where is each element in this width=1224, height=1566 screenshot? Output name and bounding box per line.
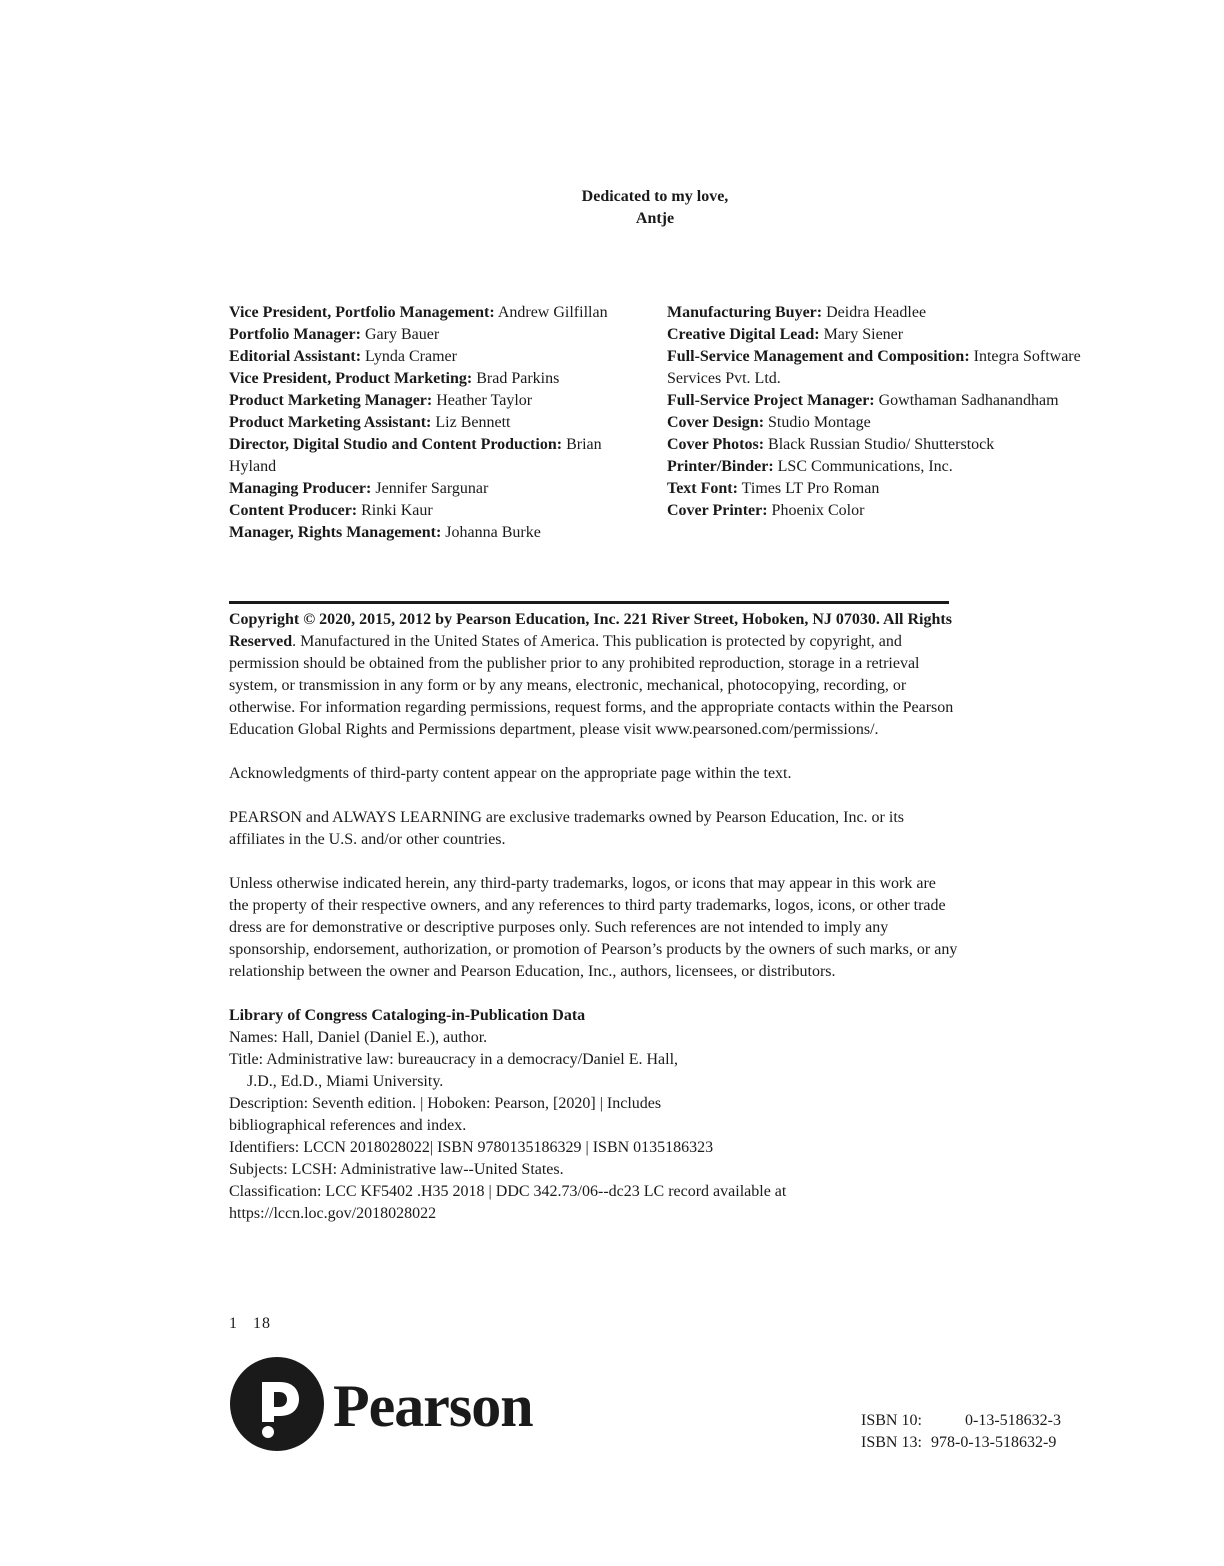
library-classification: Classification: LCC KF5402 .H35 2018 | DDC 342.73/06--dc23 LC record available at bbox=[229, 1183, 787, 1200]
library-of-congress-data bbox=[229, 1005, 959, 1225]
credit-value: Rinki Kaur bbox=[357, 502, 433, 519]
credit-value: Integra Software Services Pvt. Ltd. bbox=[667, 348, 1081, 387]
credit-label: Text Font: bbox=[667, 480, 738, 497]
credit-value: Jennifer Sargunar bbox=[371, 480, 489, 497]
credit-label: Editorial Assistant: bbox=[229, 348, 362, 365]
credit-label: Full-Service Management and Composition: bbox=[667, 348, 970, 365]
credit-value: Brad Parkins bbox=[472, 370, 560, 387]
credit-entry bbox=[229, 302, 629, 324]
credit-value: Lynda Cramer bbox=[361, 348, 457, 365]
library-title-cont: J.D., Ed.D., Miami University. bbox=[247, 1073, 444, 1090]
credit-label: Creative Digital Lead: bbox=[667, 326, 820, 343]
credit-entry bbox=[667, 500, 1087, 522]
credit-entry bbox=[229, 324, 629, 346]
library-classification-url: https://lccn.loc.gov/2018028022 bbox=[229, 1205, 437, 1222]
credit-entry bbox=[229, 390, 629, 412]
credit-entry bbox=[667, 456, 1087, 478]
credit-entry bbox=[229, 368, 629, 390]
credit-label: Manager, Rights Management: bbox=[229, 524, 442, 541]
credit-label: Full-Service Project Manager: bbox=[667, 392, 875, 409]
isbn-10-label: ISBN 10: bbox=[861, 1412, 922, 1429]
library-subjects: Subjects: LCSH: Administrative law--United States. bbox=[229, 1161, 564, 1178]
credit-value: Studio Montage bbox=[764, 414, 871, 431]
credit-value: Andrew Gilfillan bbox=[494, 304, 608, 321]
credit-entry bbox=[667, 434, 1087, 456]
credit-entry bbox=[667, 390, 1087, 412]
credit-value: Heather Taylor bbox=[432, 392, 533, 409]
credit-value: Gowthaman Sadhanandham bbox=[874, 392, 1059, 409]
library-identifiers: Identifiers: LCCN 2018028022| ISBN 9780135186329 | ISBN 0135186323 bbox=[229, 1139, 714, 1156]
library-names: Names: Hall, Daniel (Daniel E.), author. bbox=[229, 1029, 488, 1046]
credit-value: Gary Bauer bbox=[360, 326, 440, 343]
credit-entry bbox=[667, 302, 1087, 324]
trademarks-text: PEARSON and ALWAYS LEARNING are exclusive trademarks owned by Pearson Education, Inc. or its affiliates in the U.S. and/or other countries. bbox=[229, 809, 904, 848]
isbn-13-row bbox=[861, 1432, 1061, 1454]
copyright-text: . Manufactured in the United States of America. This publication is protected by copyright, and permission should be obtained from the publisher prior to any prohibited reproduction, storage in a retrieval system, or transmission in any form or by any means, electronic, mechanical, photocopying, recording, or otherwise. For information regarding permissions, request forms, and the appropriate contacts within the Pearson Education Global Rights and Permissions department, please visit www.pearsoned.com/permissions/. bbox=[229, 633, 954, 738]
dedication-line-1: Dedicated to my love, bbox=[581, 188, 729, 205]
credit-label: Vice President, Product Marketing: bbox=[229, 370, 473, 387]
isbn-13-label: ISBN 13: bbox=[861, 1434, 922, 1451]
credit-entry bbox=[667, 412, 1087, 434]
credit-label: Cover Design: bbox=[667, 414, 765, 431]
credit-label: Cover Photos: bbox=[667, 436, 765, 453]
isbn-13-value: 978-0-13-518632-9 bbox=[931, 1434, 1057, 1451]
credit-entry bbox=[229, 434, 629, 478]
credit-entry bbox=[229, 478, 629, 500]
credit-label: Portfolio Manager: bbox=[229, 326, 361, 343]
credit-label: Manufacturing Buyer: bbox=[667, 304, 823, 321]
credit-entry bbox=[229, 346, 629, 368]
isbn-10-row bbox=[861, 1410, 1061, 1432]
credit-label: Printer/Binder: bbox=[667, 458, 774, 475]
credits-right-column bbox=[667, 302, 1087, 522]
credit-value: Brian Hyland bbox=[229, 436, 602, 475]
library-description: Description: Seventh edition. | Hoboken: Pearson, [2020] | Includes bbox=[229, 1095, 662, 1112]
credit-entry bbox=[667, 324, 1087, 346]
credit-entry bbox=[229, 500, 629, 522]
credit-value: Deidra Headlee bbox=[822, 304, 927, 321]
credit-label: Vice President, Portfolio Management: bbox=[229, 304, 495, 321]
acknowledgments-text: Acknowledgments of third-party content appear on the appropriate page within the text. bbox=[229, 765, 792, 782]
copyright-page-body bbox=[229, 609, 959, 1225]
credit-label: Cover Printer: bbox=[667, 502, 768, 519]
pearson-logo bbox=[229, 1356, 569, 1452]
copyright-notice bbox=[229, 609, 959, 741]
copyright-bold: Copyright © 2020, 2015, 2012 by Pearson Education, Inc. 221 River Street, Hoboken, NJ 07030. All Rights Reserved bbox=[229, 611, 952, 650]
credits-left-column bbox=[229, 302, 629, 544]
isbn-block bbox=[861, 1410, 1061, 1454]
credit-entry bbox=[229, 412, 629, 434]
dedication bbox=[0, 186, 1224, 230]
credit-value: Mary Siener bbox=[819, 326, 904, 343]
pearson-p-icon bbox=[230, 1357, 324, 1451]
credit-label: Product Marketing Assistant: bbox=[229, 414, 432, 431]
credit-label: Managing Producer: bbox=[229, 480, 372, 497]
credit-entry bbox=[667, 478, 1087, 500]
credit-value: Johanna Burke bbox=[441, 524, 541, 541]
credit-value: Phoenix Color bbox=[767, 502, 865, 519]
third-party-trademarks-text: Unless otherwise indicated herein, any third-party trademarks, logos, or icons that may appear in this work are the property of their respective owners, and any references to third party trademarks, logos, icons, or other trade dress are for demonstrative or descriptive purposes only. Such references are not intended to imply any sponsorship, endorsement, authorization, or promotion of Pearson’s products by the owners of such marks, or any relationship between the owner and Pearson Education, Inc., authors, licensees, or distributors. bbox=[229, 875, 958, 980]
credit-label: Director, Digital Studio and Content Production: bbox=[229, 436, 563, 453]
section-divider bbox=[229, 601, 949, 604]
credit-entry bbox=[229, 522, 629, 544]
credit-value: LSC Communications, Inc. bbox=[773, 458, 953, 475]
credit-value: Black Russian Studio/ Shutterstock bbox=[764, 436, 995, 453]
credit-value: Liz Bennett bbox=[431, 414, 511, 431]
credit-label: Content Producer: bbox=[229, 502, 358, 519]
credit-value: Times LT Pro Roman bbox=[737, 480, 880, 497]
dedication-line-2: Antje bbox=[635, 210, 675, 227]
pearson-wordmark: Pearson bbox=[333, 1373, 533, 1439]
isbn-10-value: 0-13-518632-3 bbox=[965, 1412, 1061, 1429]
credit-entry bbox=[667, 346, 1087, 390]
library-heading: Library of Congress Cataloging-in-Publication Data bbox=[229, 1007, 586, 1024]
library-description-cont: bibliographical references and index. bbox=[229, 1117, 467, 1134]
library-title: Title: Administrative law: bureaucracy in a democracy/Daniel E. Hall, bbox=[229, 1051, 679, 1068]
credit-label: Product Marketing Manager: bbox=[229, 392, 433, 409]
printing-line: 1 18 bbox=[229, 1315, 271, 1332]
